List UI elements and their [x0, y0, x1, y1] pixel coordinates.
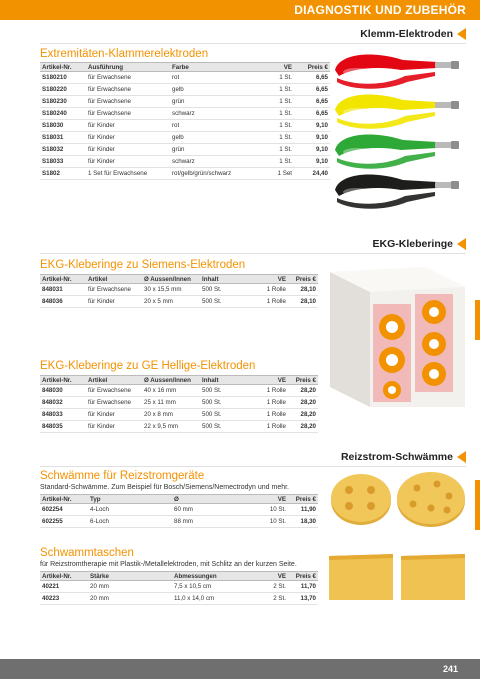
column-header: Typ [88, 495, 172, 504]
article-number: S1802 [40, 168, 86, 180]
table-cell: für Kinder [86, 409, 142, 421]
table-cell: für Kinder [86, 132, 170, 144]
section-label: Reizstrom-Schwämme [340, 451, 453, 463]
electrode-rings-roll-image [325, 262, 470, 412]
table-cell: 1 St. [262, 120, 294, 132]
table-row [40, 72, 330, 84]
table-row [40, 385, 318, 397]
black-clamp-electrode [335, 175, 459, 209]
column-header: Stärke [88, 572, 172, 581]
triangle-marker-icon [457, 238, 466, 250]
column-header: Artikel-Nr. [40, 63, 86, 72]
article-number: 848033 [40, 409, 86, 421]
table-cell: für Kinder [86, 296, 142, 308]
table-cell: 10 St. [258, 504, 288, 516]
column-header: Inhalt [200, 275, 240, 284]
article-number: S180240 [40, 108, 86, 120]
column-header: Preis € [288, 275, 318, 284]
side-color-tab [475, 300, 480, 340]
column-header: Artikel-Nr. [40, 376, 86, 385]
column-header: VE [258, 572, 288, 581]
table-heading-schwammtaschen: Schwammtaschen [40, 547, 134, 559]
table-cell: für Erwachsene [86, 284, 142, 296]
page-category-title: DIAGNOSTIK UND ZUBEHÖR [294, 3, 466, 17]
column-header: Inhalt [200, 376, 240, 385]
sponge-pockets-image [327, 548, 467, 603]
table-cell: 1 Rolle [240, 284, 288, 296]
page-number: 241 [442, 664, 458, 674]
section-header-kleberinge [372, 236, 466, 252]
green-clamp-electrode [335, 135, 459, 169]
table-cell: für Kinder [86, 156, 170, 168]
table-cell: 1 St. [262, 156, 294, 168]
section-label: Klemm-Elektroden [360, 28, 453, 40]
table-cell: 1 Rolle [240, 409, 288, 421]
table-cell: 500 St. [200, 284, 240, 296]
section-header-klemm [360, 26, 466, 42]
table-heading-siemens: EKG-Kleberinge zu Siemens-Elektroden [40, 259, 246, 271]
table-row [40, 296, 318, 308]
table-cell: 500 St. [200, 296, 240, 308]
description-schwammtaschen: für Reizstromtherapie mit Plastik-/Metallelektroden, mit Schlitz an der kurzen Seite. [40, 561, 297, 568]
table-cell: für Erwachsene [86, 385, 142, 397]
table-cell: 60 mm [172, 504, 258, 516]
price-cell: 11,90 [288, 504, 318, 516]
table-row [40, 96, 330, 108]
price-cell: 28,20 [288, 385, 318, 397]
table-cell: gelb [170, 84, 262, 96]
table-header-row [40, 495, 318, 504]
column-header: Artikel-Nr. [40, 495, 88, 504]
column-header: Ø [172, 495, 258, 504]
product-table-hellige [40, 375, 318, 433]
table-cell: für Kinder [86, 144, 170, 156]
column-header: Artikel-Nr. [40, 572, 88, 581]
table-cell: 1 St. [262, 72, 294, 84]
article-number: S180220 [40, 84, 86, 96]
table-header-row [40, 376, 318, 385]
article-number: S180210 [40, 72, 86, 84]
table-cell: 500 St. [200, 421, 240, 433]
table-cell: 1 St. [262, 84, 294, 96]
clamp-electrodes-image [325, 48, 465, 210]
article-number: S18030 [40, 120, 86, 132]
article-number: 40221 [40, 581, 88, 593]
price-cell: 6,65 [294, 72, 330, 84]
section-divider [40, 466, 466, 467]
column-header: VE [262, 63, 294, 72]
table-cell: 1 Rolle [240, 397, 288, 409]
table-cell: 40 x 16 mm [142, 385, 200, 397]
table-header-row [40, 275, 318, 284]
table-cell: für Kinder [86, 120, 170, 132]
table-row [40, 504, 318, 516]
table-cell: 20 x 8 mm [142, 409, 200, 421]
table-cell: 1 Rolle [240, 421, 288, 433]
column-header: Abmessungen [172, 572, 258, 581]
table-cell: rot [170, 72, 262, 84]
section-divider [40, 253, 466, 254]
table-cell: 10 St. [258, 516, 288, 528]
table-row [40, 421, 318, 433]
section-label: EKG-Kleberinge [372, 238, 453, 250]
price-cell: 28,10 [288, 296, 318, 308]
table-cell: 20 mm [88, 581, 172, 593]
table-heading-schwaemme: Schwämme für Reizstromgeräte [40, 470, 205, 482]
table-cell: 20 mm [88, 593, 172, 605]
table-row [40, 581, 318, 593]
description-schwaemme: Standard-Schwämme. Zum Beispiel für Bosch/Siemens/Nemectrodyn und mehr. [40, 484, 289, 491]
table-row [40, 397, 318, 409]
table-cell: 500 St. [200, 385, 240, 397]
article-number: S18033 [40, 156, 86, 168]
table-cell: 2 St. [258, 593, 288, 605]
table-cell: 6-Loch [88, 516, 172, 528]
table-cell: 1 Set [262, 168, 294, 180]
product-table-extremitaeten [40, 62, 330, 180]
price-cell: 6,65 [294, 96, 330, 108]
table-cell: 7,5 x 10,5 cm [172, 581, 258, 593]
column-header: Farbe [170, 63, 262, 72]
price-cell: 9,10 [294, 132, 330, 144]
price-cell: 24,40 [294, 168, 330, 180]
table-cell: 1 St. [262, 96, 294, 108]
table-cell: für Erwachsene [86, 397, 142, 409]
table-cell: für Erwachsene [86, 108, 170, 120]
table-cell: 1 Rolle [240, 296, 288, 308]
table-cell: 1 Set für Erwachsene [86, 168, 170, 180]
price-cell: 28,20 [288, 421, 318, 433]
column-header: Preis € [294, 63, 330, 72]
article-number: 848032 [40, 397, 86, 409]
table-row [40, 168, 330, 180]
table-cell: für Erwachsene [86, 84, 170, 96]
article-number: S180230 [40, 96, 86, 108]
table-cell: rot/gelb/grün/schwarz [170, 168, 262, 180]
table-cell: schwarz [170, 156, 262, 168]
table-cell: 1 St. [262, 108, 294, 120]
article-number: 848031 [40, 284, 86, 296]
triangle-marker-icon [457, 451, 466, 463]
table-header-row [40, 572, 318, 581]
table-cell: 1 St. [262, 132, 294, 144]
table-cell: grün [170, 96, 262, 108]
column-header: Artikel-Nr. [40, 275, 86, 284]
table-row [40, 284, 318, 296]
table-cell: 22 x 9,5 mm [142, 421, 200, 433]
column-header: VE [240, 275, 288, 284]
price-cell: 28,20 [288, 409, 318, 421]
column-header: Ø Aussen/Innen [142, 275, 200, 284]
column-header: Preis € [288, 572, 318, 581]
table-row [40, 409, 318, 421]
table-cell: 30 x 15,5 mm [142, 284, 200, 296]
table-cell: 500 St. [200, 409, 240, 421]
column-header: Artikel [86, 275, 142, 284]
table-cell: 25 x 11 mm [142, 397, 200, 409]
price-cell: 28,20 [288, 397, 318, 409]
table-cell: 11,0 x 14,0 cm [172, 593, 258, 605]
red-clamp-electrode [335, 55, 459, 89]
article-number: S18031 [40, 132, 86, 144]
column-header: Ø Aussen/Innen [142, 376, 200, 385]
article-number: 848035 [40, 421, 86, 433]
price-cell: 6,65 [294, 108, 330, 120]
yellow-clamp-electrode [335, 95, 459, 129]
section-divider [40, 43, 466, 44]
table-cell: 1 St. [262, 144, 294, 156]
price-cell: 13,70 [288, 593, 318, 605]
side-color-tab [475, 480, 480, 530]
column-header: VE [240, 376, 288, 385]
article-number: 848036 [40, 296, 86, 308]
table-heading-extremitaeten: Extremitäten-Klammerelektroden [40, 48, 209, 60]
column-header: VE [258, 495, 288, 504]
article-number: 602255 [40, 516, 88, 528]
product-table-schwammtaschen [40, 571, 318, 605]
table-row [40, 132, 330, 144]
sponges-image [325, 468, 470, 530]
table-cell: 2 St. [258, 581, 288, 593]
price-cell: 11,70 [288, 581, 318, 593]
table-cell: schwarz [170, 108, 262, 120]
table-header-row [40, 63, 330, 72]
column-header: Artikel [86, 376, 142, 385]
column-header: Preis € [288, 376, 318, 385]
page-footer [0, 659, 480, 679]
table-cell: für Erwachsene [86, 72, 170, 84]
price-cell: 9,10 [294, 156, 330, 168]
price-cell: 28,10 [288, 284, 318, 296]
table-cell: gelb [170, 132, 262, 144]
table-cell: 4-Loch [88, 504, 172, 516]
table-row [40, 120, 330, 132]
article-number: 848030 [40, 385, 86, 397]
table-cell: 1 Rolle [240, 385, 288, 397]
table-cell: für Erwachsene [86, 96, 170, 108]
product-table-schwaemme [40, 494, 318, 528]
table-row [40, 593, 318, 605]
table-cell: grün [170, 144, 262, 156]
top-banner [0, 0, 480, 20]
table-row [40, 156, 330, 168]
table-row [40, 84, 330, 96]
section-header-schwaemme [341, 449, 466, 465]
column-header: Preis € [288, 495, 318, 504]
table-cell: 500 St. [200, 397, 240, 409]
table-cell: rot [170, 120, 262, 132]
table-row [40, 516, 318, 528]
column-header: Ausführung [86, 63, 170, 72]
table-heading-hellige: EKG-Kleberinge zu GE Hellige-Elektroden [40, 360, 256, 372]
price-cell: 18,30 [288, 516, 318, 528]
article-number: 602254 [40, 504, 88, 516]
price-cell: 9,10 [294, 144, 330, 156]
article-number: S18032 [40, 144, 86, 156]
triangle-marker-icon [457, 28, 466, 40]
price-cell: 9,10 [294, 120, 330, 132]
table-cell: 88 mm [172, 516, 258, 528]
table-cell: für Kinder [86, 421, 142, 433]
price-cell: 6,65 [294, 84, 330, 96]
article-number: 40223 [40, 593, 88, 605]
table-cell: 20 x 5 mm [142, 296, 200, 308]
table-row [40, 144, 330, 156]
table-row [40, 108, 330, 120]
product-table-siemens [40, 274, 318, 308]
